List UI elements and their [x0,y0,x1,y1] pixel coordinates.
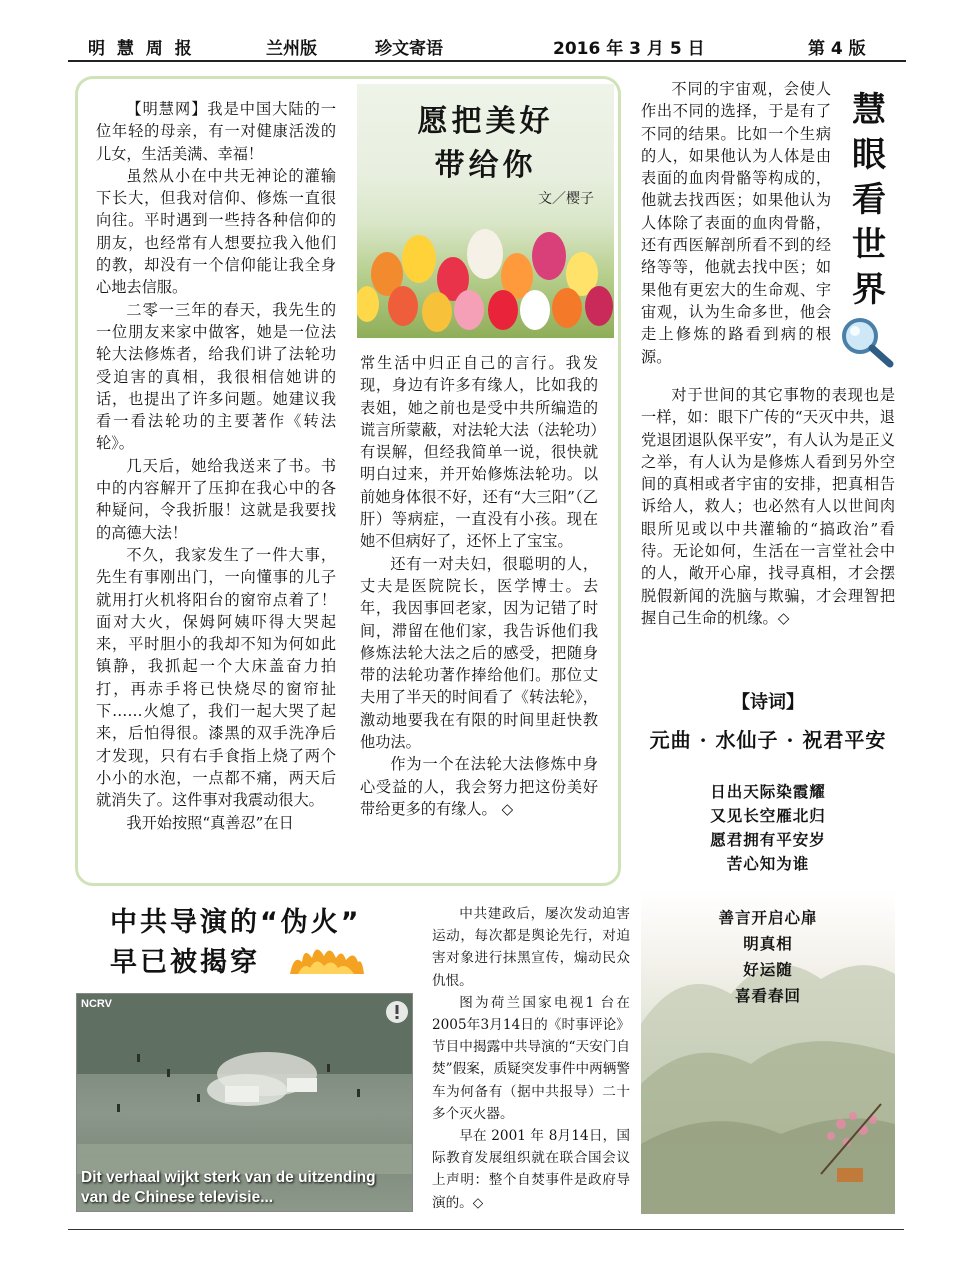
paragraph: 不同的宇宙观，会使人作出不同的选择，于是有了不同的结果。比如一个生病的人，如果他认为人体是由表面的血肉骨骼等构成的，他就去找西医；如果他认为人体除了表面的血肉骨骼，还有西医解剖所看不到的经络等等，他就去找中医；如果他有更宏大的生命观、宇宙观，认为生命多世，他会走上修炼的路看到病的根源。 [641,80,831,366]
article2-text-bottom [641,384,895,629]
poem-line: 善言开启心扉 [718,908,818,927]
title-char: 世 [852,225,886,265]
issue-date: 2016 年 3 月 5 日 [553,39,705,59]
paragraph: 图为荷兰国家电视1 台在2005年3月14日的《时事评论》节目中揭露中共导演的“天安门自焚”假案，质疑突发事件中两辆警车为何备有（据中共报导）二十多个灭火器。 [432,994,630,1122]
flame-icon [288,940,364,974]
poem-line: 日出天际染霞耀 [710,782,826,801]
title-char: 看 [852,180,886,220]
magnifier-icon [838,314,896,370]
poem-line: 苦心知为谁 [726,854,810,873]
article-title-line2: 带给你 [434,148,537,183]
poem-painting [641,764,895,1214]
paragraph: 早在 2001 年 8月14日，国际教育发展组织就在联合国会议上声明：整个自焚事件是政府导演的。◇ [432,1128,630,1211]
title-char: 界 [852,270,886,310]
paper-name: 明 慧 周 报 [88,39,195,59]
ncrv-logo: NCRV [81,998,112,1010]
alert-icon [385,1000,409,1024]
title-char: 慧 [852,90,886,130]
article1-column1 [96,98,336,834]
paragraph: 对于世间的其它事物的表现也是一样，如：眼下广传的“天灭中共，退党退团退队保平安”，有人认为是正义之举，有人认为是修炼人看到另外空间的真相或者宇宙的安排，把真相告诉给人，救人；也必然有人以世间肉眼所见或以中共灌输的“搞政治”看待。无论如何，生活在一言堂社会中的人，敞开心扉，找寻真相，才会摆脱假新闻的洗脑与欺骗，才会理智把握自己生命的机缘。◇ [641,386,895,627]
header-rule [68,60,906,62]
paragraph: 不久，我家发生了一件大事，先生有事刚出门，一向懂事的儿子就用打火机将阳台的窗帘点着了！面对大火，保姆阿姨吓得大哭起来，平时胆小的我却不知为何如此镇静，我抓起一个大床盖奋力拍打，再赤手将已快烧尽的窗帘扯下……火熄了，我们一起大哭了起来，后怕得很。漆黑的双手洗净后才发现，只有右手食指上烧了两个小小的水泡，一点都不痛，两天后就消失了。这件事对我震动很大。 [96,545,336,810]
poem-line: 愿君拥有平安岁 [710,830,826,849]
page-number: 第 4 版 [808,39,866,59]
poem-line: 又见长空雁北归 [710,806,826,825]
author-byline: 文／樱子 [538,191,594,207]
paragraph: 作为一个在法轮大法修炼中身心受益的人，我会努力把这份美好带给更多的有缘人。 ◇ [360,755,598,818]
section-label: 珍文寄语 [375,39,443,59]
article1-column2 [360,352,598,820]
paragraph: 常生活中归正自己的言行。我发现，身边有许多有缘人，比如我的表姐，她之前也是受中共所编造的谎言所蒙蔽，对法轮大法（法轮功）有误解，但经我简单一说，很快就明白过来，并开始修炼法轮功。以前她身体很不好，还有“大三阳”（乙肝）等病症，一直没有小孩。现在她不但病好了，还怀上了宝宝。 [360,354,598,551]
article2-text-top [641,78,831,368]
poem-tag: 【诗词】 [732,692,804,713]
title-char: 眼 [852,135,886,175]
tulip-image [357,84,614,338]
title-line: 早已被揭穿 [110,947,260,978]
paragraph: 中共建政后，屡次发动迫害运动，每次都是舆论先行，对迫害对象进行抹黑宣传，煽动民众仇恨。 [432,906,630,989]
paragraph: 二零一三年的春天，我先生的一位朋友来家中做客，她是一位法轮大法修炼者，给我们讲了法轮功受迫害的真相，我很相信她讲的话，也提出了许多问题。她建议我看一看法轮功的主要著作《转法轮》。 [96,300,336,453]
article-title-line1: 愿把美好 [417,104,554,139]
poem-line: 喜看春回 [734,986,801,1005]
video-caption-line1: Dit verhaal wijkt sterk van de uitzending [81,1169,376,1186]
video-caption-line2: van de Chinese televisie... [81,1189,274,1206]
footer-rule [68,1229,904,1230]
edition-label: 兰州版 [266,39,317,59]
poem-line: 好运随 [743,960,793,979]
title-line: 中共导演的“伪火” [110,907,362,938]
paragraph: 虽然从小在中共无神论的灌输下长大，但我对信仰、修炼一直很向往。平时遇到一些持各种信仰的朋友，也经常有人想要拉我入他们的教，却没有一个信仰能让我全身心地去信服。 [96,166,336,297]
article3-text [432,903,630,1214]
paragraph: 几天后，她给我送来了书。书中的内容解开了压抑在我心中的各种疑问，令我折服！这就是我要找的高德大法！ [96,456,336,542]
poem-title: 元曲 · 水仙子 · 祝君平安 [649,728,887,752]
page-header [68,34,906,62]
poem-line: 明真相 [743,934,793,953]
vertical-title [848,88,890,313]
paragraph: 我开始按照“真善忍”在日 [126,813,294,832]
paragraph: 还有一对夫妇，很聪明的人，丈夫是医院院长，医学博士。去年，我因事回老家，因为记错了时间，滞留在他们家，我告诉他们我修炼法轮大法之后的感受，把随身带的法轮功著作捧给他们。那位丈夫用了半天的时间看了《转法轮》，激动地要我在有限的时间里赶快教他功法。 [360,554,598,752]
paragraph: 【明慧网】我是中国大陆的一位年轻的母亲，有一对健康活泼的儿女，生活美满、幸福！ [96,100,336,163]
video-screenshot [76,993,413,1212]
